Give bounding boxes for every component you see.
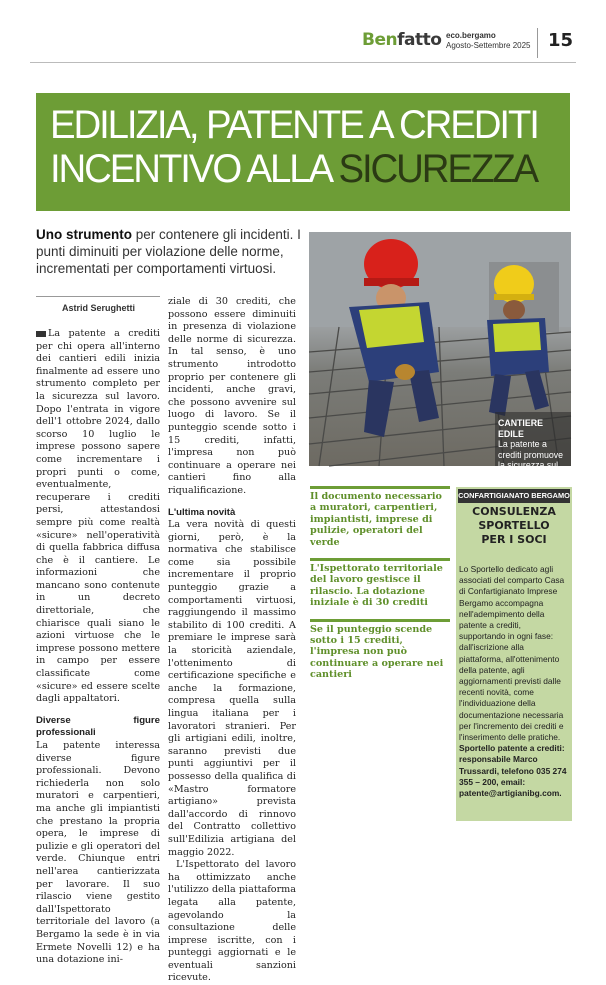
header-divider — [537, 28, 538, 58]
page-number: 15 — [548, 30, 574, 51]
byline: Astrid Serughetti — [62, 303, 136, 313]
photo-caption — [498, 418, 568, 481]
article-column-2 — [168, 296, 296, 985]
sidebar-title: CONSULENZA SPORTELLO PER I SOCI — [472, 505, 556, 546]
article-paragraph: La vera novità di questi giorni, però, è la normativa che stabilisce come sia possibile incrementare il proprio punteggio grazie a comportamenti virtuosi, raggiungendo il massimo stabilito di 100 crediti. A premiare le imprese sarà la storicità aziendale, l'ottenimento di certificazione specifiche e anche la formazione, compresa quella sulla lingua italiana per i lavoratori stranieri. Per gli artigiani edili, inoltre, saranno previsti due punti aggiuntivi per il possesso della qualifica di «Mastro formatore artigiano» prevista dall'accordo di rinnovo del Contratto collettivo sull'Edilizia artigiana del maggio 2022. — [168, 519, 296, 858]
publication-name: eco.bergamo — [446, 31, 496, 40]
header-rule — [30, 62, 576, 63]
article-paragraph: La patente interessa diverse figure professionali. Devono richiederla non solo muratori e carpentieri, ma anche gli impiantisti che prestano la propria opera, le imprese di pulizie e gli operatori del verde. Chiunque entri nell'area cantierizzata per lavorare. Il suo rilascio viene gestito dall'Ispettorato territoriale del lavoro (a Bergamo la sede è in via Ermete Novelli 12) e ha una dotazione ini- — [36, 740, 160, 966]
sidebar-contact: Sportello patente a crediti: responsabile Marco Trussardi, telefono 035 274 355 – 200, email: patente@artigianibg.com. — [459, 743, 567, 799]
headline-banner — [36, 93, 570, 211]
sidebar-body: Lo Sportello dedicato agli associati del comparto Casa di Confartigianato Imprese Bergamo accompagna nell'adempimento della patente a crediti, supportando in ogni fase: dall'iscrizione alla piattaforma, all'ottenimento della patente, agli aggiornamenti previsti dalle recenti novità, come l'individuazione della documentazione necessaria per l'incremento dei crediti e l'inserimento delle pratiche. Sportello patente a crediti: responsabile Marco Trussardi, telefono 035 274 355 – 200, email: patente@artigianibg.com. — [459, 564, 567, 799]
byline-rule — [36, 296, 160, 297]
page-header — [0, 26, 606, 62]
publication-info — [446, 31, 531, 51]
caption-title: CANTIERE EDILE — [498, 418, 543, 439]
issue-date: Agosto-Settembre 2025 — [446, 41, 531, 50]
pull-quote: Se il punteggio scende sotto i 15 crediti, l'impresa non può continuare a operare nei cantieri — [310, 619, 450, 681]
pull-quote: L'Ispettorato territoriale del lavoro gestisce il rilascio. La dotazione iniziale è di 30 crediti — [310, 558, 450, 609]
benfatto-logo: Benfatto — [362, 30, 442, 50]
lead-paragraph: Uno strumento per contenere gli incidenti. I punti diminuiti per violazione delle norme, incrementati per comportamenti virtuosi. — [36, 227, 301, 276]
article-paragraph: ziale di 30 crediti, che possono essere diminuiti in presenza di violazione delle norme di sicurezza. In tal senso, è uno strumento introdotto proprio per contenere gli incidenti, anche gravi, che possono avvenire sul luogo di lavoro. Se il punteggio scende sotto i 15 crediti, infatti, l'impresa non può continuare a operare nei cantieri fino alla riqualificazione. — [168, 296, 296, 496]
pull-quote: Il documento necessario a muratori, carpentieri, impiantisti, imprese di pulizie, operatori del verde — [310, 486, 450, 548]
article-paragraph: La patente a crediti per chi opera all'interno dei cantieri edili inizia finalmente ad essere uno strumento completo per la sicurezza sul lavoro. Dopo l'entrata in vigore dell'1 ottobre 2024, dallo scorso 10 luglio le imprese possono sapere come incrementare i propri punti o come, eventualmente, recuperare i crediti persi, attestandosi sempre più come realtà «sicure» nell'operatività di quella fabbrica diffusa che è il cantiere. Le informazioni che mancano sono contenute in un decreto direttoriale, che chiarisce quali siano le azioni virtuose che le imprese possono mettere in campo per essere classificate come «sicure» ed essere scelte dagli appaltatori. — [36, 328, 160, 705]
article-paragraph: L'Ispettorato del lavoro ha ottimizzato anche l'utilizzo della piattaforma legata alla patente, agevolando la consultazione delle imprese iscritte, con i punteggi aggiornati e le eventuali sanzioni ricevute. — [168, 859, 296, 984]
headline-line-2: INCENTIVO ALLA SICUREZZA — [50, 147, 538, 191]
sidebar-tag: CONFARTIGIANATO BERGAMO — [458, 489, 570, 503]
paragraph-marker — [36, 331, 46, 337]
subheading: L'ultima novità — [168, 506, 236, 518]
article-column-1 — [36, 328, 160, 967]
subheading: Diverse figure professionali — [36, 714, 160, 739]
headline-line-1: EDILIZIA, PATENTE A CREDITI — [50, 103, 538, 147]
caption-text: La patente a crediti promuove la sicurezza sul lavoro — [498, 439, 564, 481]
pull-quotes — [310, 486, 450, 691]
